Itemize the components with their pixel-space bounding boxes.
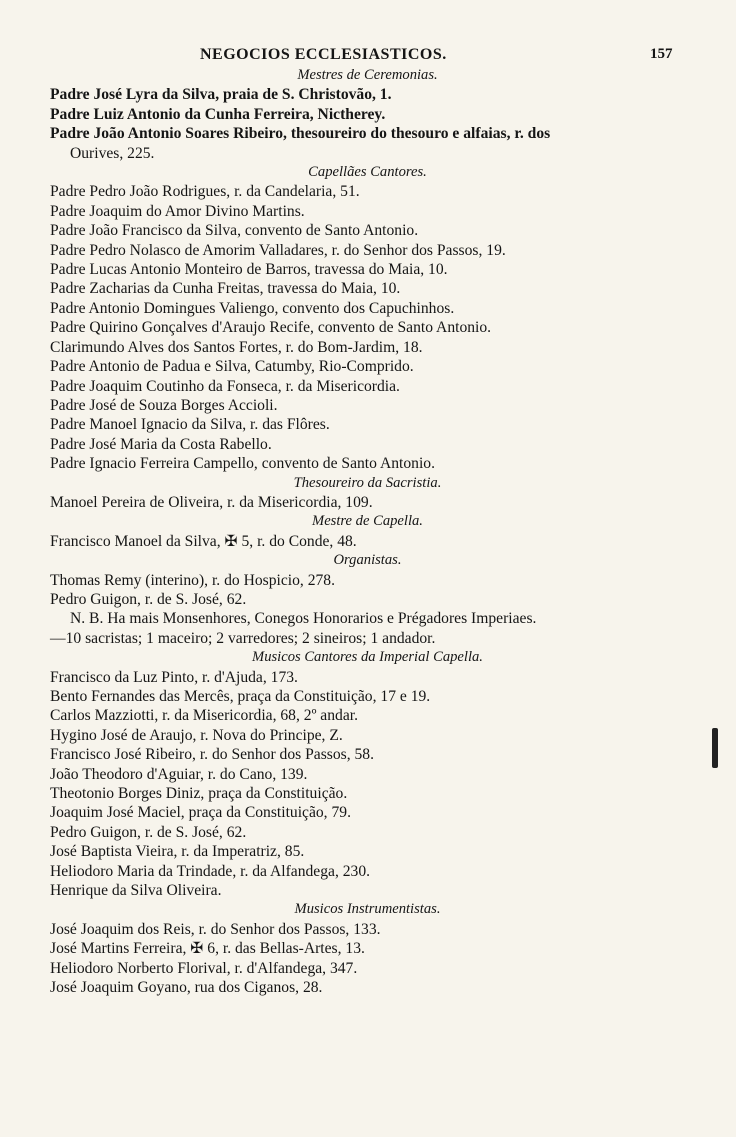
list-item: Pedro Guigon, r. de S. José, 62.: [50, 823, 247, 841]
list-item: Joaquim José Maciel, praça da Constituição, 79.: [50, 804, 351, 822]
page-header: [0, 40, 736, 66]
section-title: Mestres de Ceremonias.: [297, 67, 438, 83]
list-item: Padre Pedro Nolasco de Amorim Valladares, r. do Senhor dos Passos, 19.: [50, 241, 506, 259]
list-item: Padre Pedro João Rodrigues, r. da Candelaria, 51.: [50, 183, 360, 201]
list-item: Padre João Francisco da Silva, convento de Santo Antonio.: [50, 222, 419, 240]
ink-blot: [712, 728, 718, 768]
list-item: Padre Quirino Gonçalves d'Araujo Recife, convento de Santo Antonio.: [50, 319, 492, 337]
note-line-2: —10 sacristas; 1 maceiro; 2 varredores; 2 sineiros; 1 andador.: [50, 629, 436, 647]
running-title: NEGOCIOS ECCLESIASTICOS.: [200, 46, 447, 63]
page-number: 157: [650, 46, 673, 62]
list-item: Clarimundo Alves dos Santos Fortes, r. do Bom-Jardim, 18.: [50, 338, 423, 356]
list-item: Padre Joaquim do Amor Divino Martins.: [50, 202, 305, 220]
section-title: Thesoureiro da Sacristia.: [293, 474, 442, 491]
list-item: Carlos Mazziotti, r. da Misericordia, 68, 2º andar.: [50, 707, 358, 725]
list-item-continuation: Ourives, 225.: [70, 144, 155, 162]
list-item: Heliodoro Norberto Florival, r. d'Alfandega, 347.: [50, 959, 358, 977]
list-item: Padre Zacharias da Cunha Freitas, travessa do Maia, 10.: [50, 280, 401, 298]
note-line-1: N. B. Ha mais Monsenhores, Conegos Honorarios e Prégadores Imperiaes.: [70, 610, 537, 628]
list-item: José Joaquim dos Reis, r. do Senhor dos Passos, 133.: [50, 920, 381, 938]
page-content: [50, 66, 685, 998]
section-title: Organistas.: [333, 552, 402, 569]
section-capellaes-cantores: [50, 163, 685, 474]
list-item: Padre Antonio de Padua e Silva, Catumby, Rio-Comprido.: [50, 358, 414, 376]
list-item: Francisco José Ribeiro, r. do Senhor dos Passos, 58.: [50, 746, 374, 764]
section-musicos-instrumentistas: [50, 900, 685, 997]
list-item: Padre Luiz Antonio da Cunha Ferreira, Nictherey.: [50, 105, 386, 123]
list-item: Francisco Manoel da Silva, ✠ 5, r. do Conde, 48.: [50, 532, 357, 550]
list-item: João Theodoro d'Aguiar, r. do Cano, 139.: [50, 765, 308, 783]
list-item: José Joaquim Goyano, rua dos Ciganos, 28.: [50, 979, 323, 997]
list-item: Padre Lucas Antonio Monteiro de Barros, travessa do Maia, 10.: [50, 261, 448, 279]
list-item: Padre José Maria da Costa Rabello.: [50, 435, 272, 453]
list-item: Thomas Remy (interino), r. do Hospicio, 278.: [50, 571, 335, 589]
list-item: Padre Joaquim Coutinho da Fonseca, r. da Misericordia.: [50, 377, 400, 395]
list-item: Bento Fernandes das Mercês, praça da Constituição, 17 e 19.: [50, 688, 431, 705]
list-item: Manoel Pereira de Oliveira, r. da Misericordia, 109.: [50, 493, 373, 511]
nota-bene: [50, 609, 685, 648]
section-title: Musicos Instrumentistas.: [294, 901, 441, 918]
list-item: José Martins Ferreira, ✠ 6, r. das Bellas-Artes, 13.: [50, 940, 365, 958]
list-item: Padre José Lyra da Silva, praia de S. Christovão, 1.: [50, 86, 392, 104]
list-item: Hygino José de Araujo, r. Nova do Principe, Z.: [50, 726, 343, 744]
section-mestres-de-ceremonias: [50, 66, 685, 163]
list-item: Theotonio Borges Diniz, praça da Constituição.: [50, 785, 348, 803]
section-organistas: [50, 551, 685, 609]
section-thesoureiro-da-sacristia: [50, 474, 685, 513]
section-title: Mestre de Capella.: [312, 513, 423, 530]
section-title: Musicos Cantores da Imperial Capella.: [252, 649, 483, 666]
list-item: Francisco da Luz Pinto, r. d'Ajuda, 173.: [50, 668, 298, 686]
list-item: Padre Ignacio Ferreira Campello, convento de Santo Antonio.: [50, 455, 435, 473]
list-item: Pedro Guigon, r. de S. José, 62.: [50, 590, 247, 608]
list-item: José Baptista Vieira, r. da Imperatriz, 85.: [50, 843, 305, 861]
list-item: Heliodoro Maria da Trindade, r. da Alfandega, 230.: [50, 862, 371, 880]
section-mestre-de-capella: [50, 512, 685, 551]
list-item: Padre João Antonio Soares Ribeiro, thesoureiro do thesouro e alfaias, r. dos: [50, 125, 551, 143]
list-item: Padre José de Souza Borges Accioli.: [50, 396, 278, 414]
section-musicos-cantores: [50, 648, 685, 900]
section-title: Capellães Cantores.: [308, 164, 427, 181]
list-item: Henrique da Silva Oliveira.: [50, 882, 222, 900]
list-item: Padre Antonio Domingues Valiengo, convento dos Capuchinhos.: [50, 299, 455, 317]
list-item: Padre Manoel Ignacio da Silva, r. das Flôres.: [50, 416, 330, 434]
